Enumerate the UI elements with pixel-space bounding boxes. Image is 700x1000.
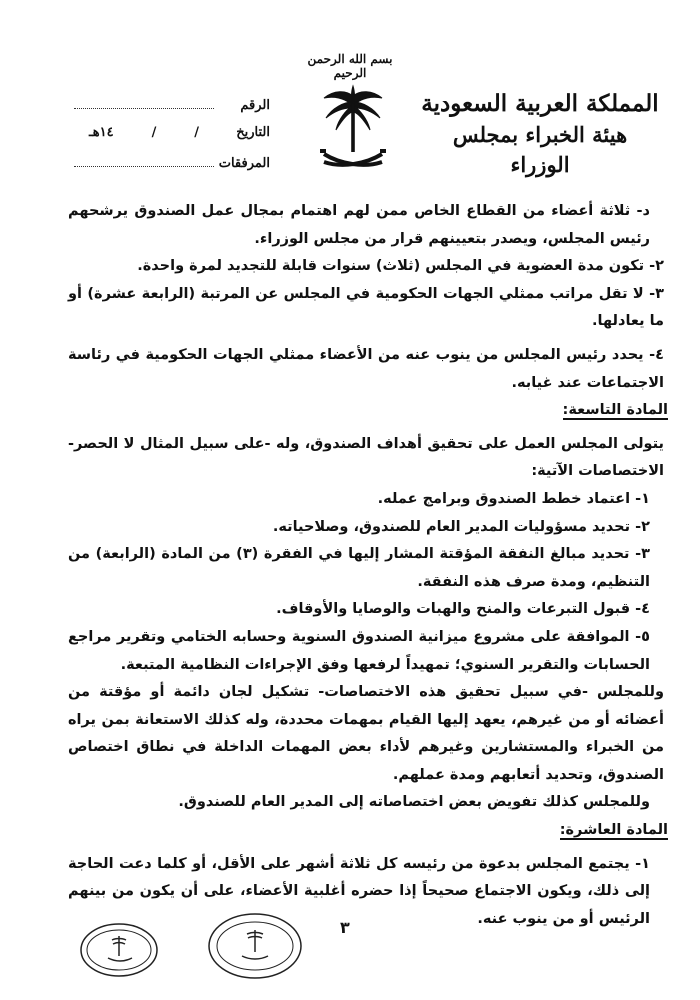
seal-stamp-left-icon (78, 920, 160, 980)
palm-swords-emblem-icon (316, 82, 390, 184)
date-row (70, 125, 270, 154)
article-9-heading-text: المادة التاسعة: (562, 402, 668, 419)
paragraph-4: ٤- يحدد رئيس المجلس من ينوب عنه من الأعضاء ممثلي الجهات الحكومية في رئاسة الاجتماعات عند غيابه. (68, 346, 664, 391)
reference-label: الرقم (240, 98, 270, 113)
date-slash: / (194, 125, 200, 140)
reference-row (70, 96, 270, 125)
date-label: التاريخ (236, 125, 270, 140)
page-number: ٣ (340, 918, 350, 937)
attachments-field (74, 154, 214, 167)
article-10-heading-text: المادة العاشرة: (559, 822, 668, 839)
reference-field (74, 96, 214, 109)
basmala: بسم الله الرحمن الرحيم (307, 52, 393, 80)
article-9-intro: يتولى المجلس العمل على تحقيق أهداف الصندوق، وله -على سبيل المثال لا الحصر- الاختصاصات الآتية: (68, 435, 664, 480)
organization-header (420, 88, 660, 180)
date-field (70, 125, 218, 140)
attachments-label: المرفقات (218, 156, 270, 171)
paragraph-d: د- ثلاثة أعضاء من القطاع الخاص ممن لهم اهتمام بمجال عمل الصندوق يرشحهم رئيس المجلس، ويصدر بتعيينهم قرار من مجلس الوزراء. (68, 203, 650, 247)
org-name-line1: المملكة العربية السعودية (421, 90, 659, 117)
article-9-item-1: ١- اعتماد خطط الصندوق وبرامج عمله. (377, 490, 650, 507)
article-9-item-3: ٣- تحديد مبالغ النفقة المؤقتة المشار إليها في الفقرة (٣) من المادة (الرابعة) من التنظيم، ومدة صرف هذه النفقة. (68, 546, 650, 590)
reference-block (70, 96, 270, 183)
paragraph-2: ٢- تكون مدة العضوية في المجلس (ثلاث) سنوات قابلة للتجديد لمرة واحدة. (137, 258, 664, 275)
date-slash: / (151, 125, 157, 140)
article-9-item-4: ٤- قبول التبرعات والمنح والهبات والوصايا والأوقاف. (276, 601, 650, 618)
article-9-delegation: وللمجلس كذلك تفويض بعض اختصاصاته إلى المدير العام للصندوق. (178, 794, 650, 811)
org-name-line2: هيئة الخبراء بمجلس الوزراء (452, 122, 628, 177)
article-10-heading (68, 817, 668, 845)
seal-stamp-right-icon (206, 910, 304, 982)
date-suffix: ١٤هـ (88, 125, 114, 140)
paragraph-3: ٣- لا تقل مراتب ممثلي الجهات الحكومية في المجلس عن المرتبة (الرابعة عشرة) أو ما يعادلها. (68, 285, 664, 330)
article-9-item-5: ٥- الموافقة على مشروع ميزانية الصندوق السنوية وحسابه الختامي وتقرير مراجع الحسابات والتقرير السنوي؛ تمهيداً لرفعها وفق الإجراءات النظامية المتبعة. (68, 628, 650, 673)
attachments-row (70, 154, 270, 183)
article-9-heading (68, 397, 668, 425)
article-9-item-2: ٢- تحديد مسؤوليات المدير العام للصندوق، وصلاحياته. (272, 518, 650, 535)
article-9-committees: وللمجلس -في سبيل تحقيق هذه الاختصاصات- تشكيل لجان دائمة أو مؤقتة من أعضائه أو من غيرهم، يعهد إليها القيام بمهمات محددة، وله كذلك الاستعانة بمن يراه من الخبراء والمستشارين وغيرهم لأداء بعض المهمات الداخلة في نطاق اختصاص الصندوق، وتحديد أتعابهم ومدة عملهم. (68, 684, 664, 783)
article-10-item-1: ١- يجتمع المجلس بدعوة من رئيسه كل ثلاثة أشهر على الأقل، أو كلما دعت الحاجة إلى ذلك، ويكون الاجتماع صحيحاً إذا حضره أغلبية الأعضاء، على أن يكون من بينهم الرئيس أو من ينوب عنه. (68, 855, 650, 927)
document-body (68, 198, 668, 933)
